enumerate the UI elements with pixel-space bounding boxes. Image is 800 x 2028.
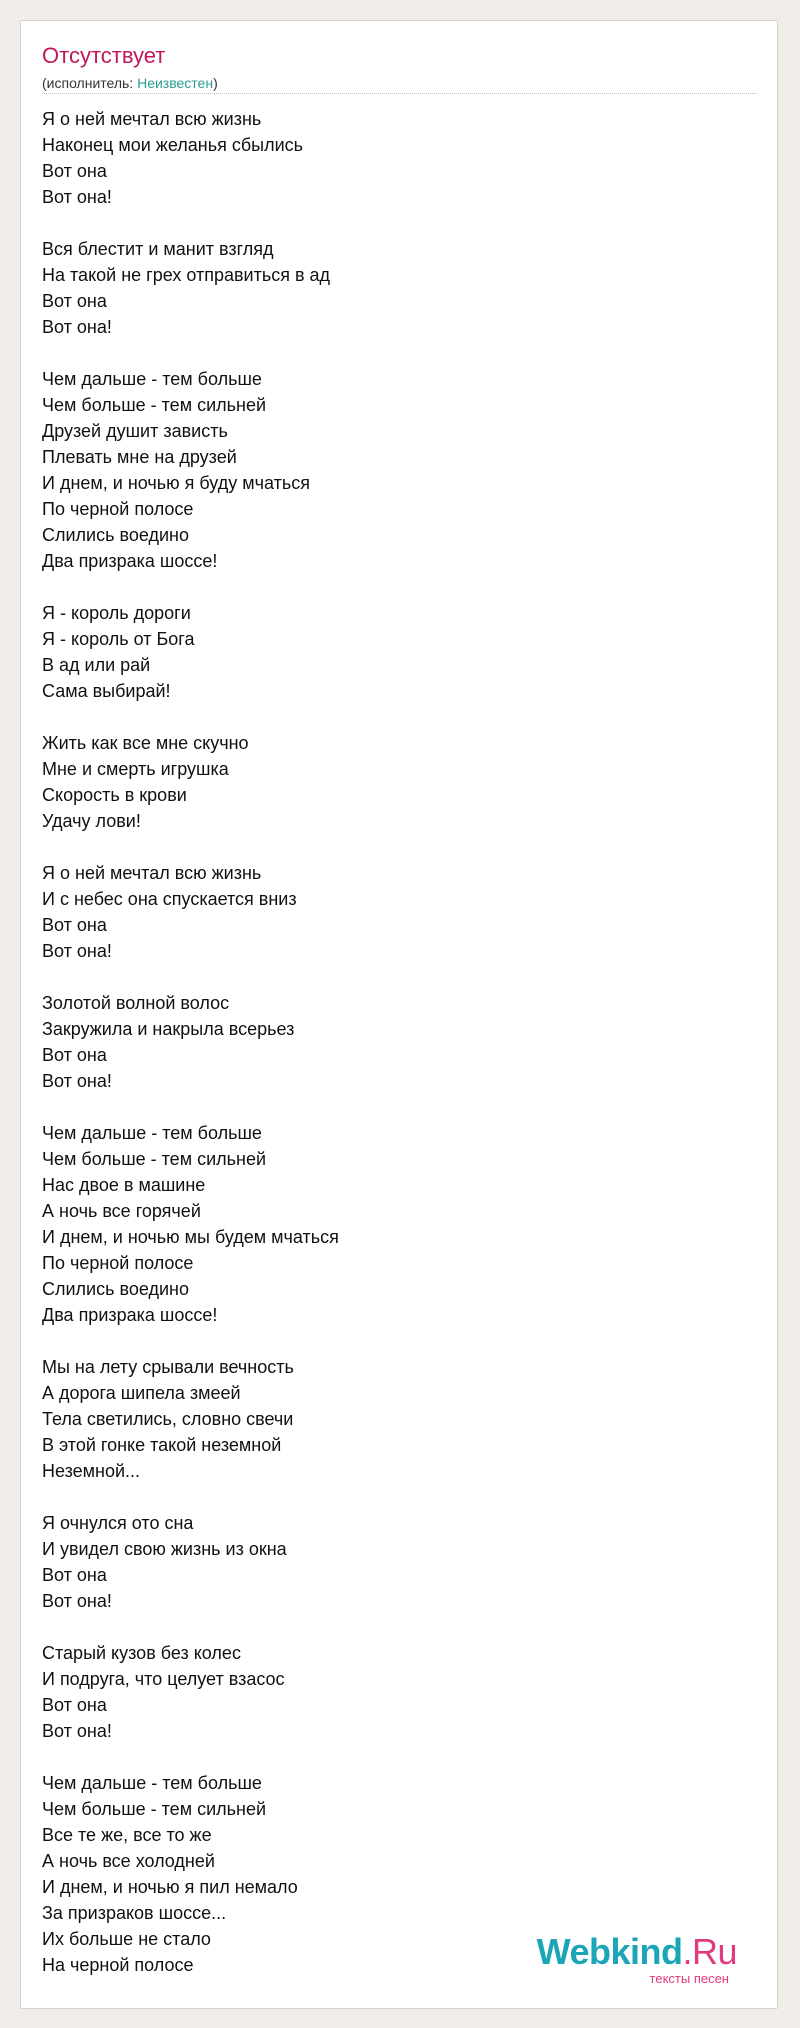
lyric-line: Жить как все мне скучно [42,733,249,753]
lyric-line: А ночь все холодней [42,1851,215,1871]
lyric-line: Неземной... [42,1461,141,1481]
lyric-line: Я о ней мечтал всю жизнь [42,863,262,883]
lyric-line: И днем, и ночью я буду мчаться [42,473,310,493]
lyric-line: В ад или рай [42,655,151,675]
lyrics-stanza [42,1120,757,1328]
lyric-line: И днем, и ночью мы будем мчаться [42,1227,339,1247]
lyric-line: Вся блестит и манит взгляд [42,239,274,259]
lyric-line: Наконец мои желанья сбылись [42,135,304,155]
header-divider [42,93,757,94]
lyric-line: Нас двое в машине [42,1175,206,1195]
lyric-line: Вот она! [42,1071,112,1091]
lyric-line: Вот она [42,291,107,311]
lyric-line: Я очнулся ото сна [42,1513,194,1533]
lyrics-stanza [42,106,757,210]
lyrics-stanza [42,236,757,340]
lyrics-stanza [42,860,757,964]
lyric-line: Вот она [42,161,107,181]
lyric-line: Золотой волной волос [42,993,230,1013]
lyric-line: Я - король дороги [42,603,191,623]
lyrics-stanza [42,1640,757,1744]
lyric-line: Чем больше - тем сильней [42,395,267,415]
site-logo[interactable] [537,1932,737,1986]
lyric-line: Сама выбирай! [42,681,171,701]
lyrics-stanza [42,730,757,834]
lyric-line: Чем больше - тем сильней [42,1149,267,1169]
lyric-line: Слились воедино [42,525,189,545]
lyric-line: Вот она! [42,187,112,207]
lyric-line: Скорость в крови [42,785,187,805]
lyric-line: Плевать мне на друзей [42,447,237,467]
lyric-line: Старый кузов без колес [42,1643,241,1663]
lyric-line: Два призрака шоссе! [42,1305,218,1325]
lyric-line: И подруга, что целует взасос [42,1669,285,1689]
logo-tld: .Ru [682,1931,737,1972]
lyric-line: И увидел свою жизнь из окна [42,1539,287,1559]
lyric-line: Мне и смерть игрушка [42,759,229,779]
lyric-line: Удачу лови! [42,811,141,831]
lyric-line: Тела светились, словно свечи [42,1409,294,1429]
lyric-line: Вот она! [42,317,112,337]
lyric-line: Вот она [42,1695,107,1715]
lyric-line: А дорога шипела змеей [42,1383,241,1403]
lyric-line: Два призрака шоссе! [42,551,218,571]
lyric-line: Чем больше - тем сильней [42,1799,267,1819]
lyric-line: Их больше не стало [42,1929,211,1949]
lyric-line: Слились воедино [42,1279,189,1299]
lyric-line: Чем дальше - тем больше [42,369,262,389]
artist-prefix: (исполнитель: [42,75,138,91]
lyric-line: В этой гонке такой неземной [42,1435,282,1455]
lyric-line: Вот она [42,1045,107,1065]
artist-link[interactable]: Неизвестен [137,75,214,91]
lyric-line: На черной полосе [42,1955,194,1975]
lyrics-body [42,106,757,2004]
lyrics-stanza [42,1510,757,1614]
lyric-line: На такой не грех отправиться в ад [42,265,331,285]
lyrics-stanza [42,1354,757,1484]
lyrics-card [20,20,778,2009]
logo-wordmark [537,1932,737,1972]
lyric-line: Я о ней мечтал всю жизнь [42,109,262,129]
lyric-line: По черной полосе [42,499,194,519]
lyric-line: И с небес она спускается вниз [42,889,297,909]
lyrics-stanza [42,366,757,574]
lyric-line: Друзей душит зависть [42,421,228,441]
lyric-line: Вот она [42,915,107,935]
lyric-line: А ночь все горячей [42,1201,201,1221]
lyric-line: Мы на лету срывали вечность [42,1357,294,1377]
lyric-line: Чем дальше - тем больше [42,1773,262,1793]
logo-tagline: тексты песен [649,1971,729,1986]
lyric-line: По черной полосе [42,1253,194,1273]
lyric-line: Закружила и накрыла всерьез [42,1019,295,1039]
lyric-line: Вот она [42,1565,107,1585]
logo-name: Webkind [536,1931,683,1972]
lyrics-stanza [42,600,757,704]
lyric-line: Чем дальше - тем больше [42,1123,262,1143]
lyric-line: Вот она! [42,941,112,961]
song-title: Отсутствует [42,43,166,68]
lyric-line: За призраков шоссе... [42,1903,227,1923]
artist-line [42,74,218,92]
lyrics-stanza [42,990,757,1094]
lyric-line: Я - король от Бога [42,629,195,649]
lyric-line: Вот она! [42,1721,112,1741]
lyric-line: Все те же, все то же [42,1825,212,1845]
artist-suffix: ) [213,75,218,91]
lyric-line: Вот она! [42,1591,112,1611]
lyric-line: И днем, и ночью я пил немало [42,1877,298,1897]
